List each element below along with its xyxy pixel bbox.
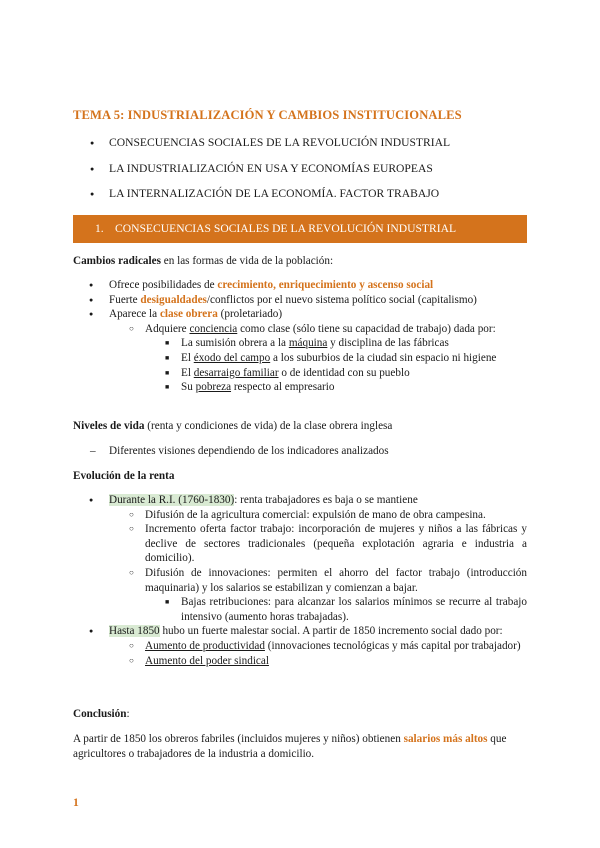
list-item: ○ Difusión de la agricultura comercial: expulsión de mano de obra campesina.: [73, 508, 527, 523]
toc-item: ● LA INDUSTRIALIZACIÓN EN USA Y ECONOMÍAS EUROPEAS: [90, 162, 450, 188]
conclusion-paragraph: A partir de 1850 los obreros fabriles (incluidos mujeres y niños) obtienen salarios más altos que agricultores o trabajadores de la industria a domicilio.: [73, 733, 507, 760]
list-item: ○ Adquiere conciencia como clase (sólo tiene su capacidad de trabajo) dada por:: [73, 322, 527, 337]
toc-item: ● LA INTERNALIZACIÓN DE LA ECONOMÍA. FACTOR TRABAJO: [90, 187, 450, 213]
section-header: [73, 215, 527, 243]
niveles-dash-item: – Diferentes visiones dependiendo de los indicadores analizados: [73, 444, 563, 459]
list-item: ○ Difusión de innovaciones: permiten el ahorro del factor trabajo (introducción maquinaria) y los salarios se estabilizan y comienzan a bajar.: [73, 566, 527, 595]
cambios-list: [73, 278, 527, 395]
evolucion-list: [73, 493, 527, 668]
section-title: CONSECUENCIAS SOCIALES DE LA REVOLUCIÓN INDUSTRIAL: [115, 222, 457, 235]
niveles-label: Niveles de vida: [73, 420, 145, 432]
list-item: ● Hasta 1850 hubo un fuerte malestar social. A partir de 1850 incremento social dado por:: [73, 624, 527, 639]
list-item: ■ La sumisión obrera a la máquina y disciplina de las fábricas: [73, 336, 527, 351]
list-item: ● Fuerte desigualdades/conflictos por el nuevo sistema político social (capitalismo): [73, 293, 527, 308]
list-item: ● Durante la R.I. (1760-1830): renta trabajadores es baja o se mantiene: [73, 493, 527, 508]
list-item: ■ El desarraigo familiar o de identidad con su pueblo: [73, 366, 527, 381]
table-of-contents: [90, 136, 450, 213]
page-number: 1: [73, 796, 79, 809]
list-item: ○ Aumento de productividad (innovaciones tecnológicas y más capital por trabajador): [73, 639, 527, 654]
list-item: ■ El éxodo del campo a los suburbios de la ciudad sin espacio ni higiene: [73, 351, 527, 366]
conclusion-heading: Conclusión:: [73, 708, 130, 720]
list-item: ■ Su pobreza respecto al empresario: [73, 380, 527, 395]
list-item: ○ Aumento del poder sindical: [73, 654, 527, 669]
cambios-text: en las formas de vida de la población:: [160, 255, 334, 267]
list-item: ● Ofrece posibilidades de crecimiento, enriquecimiento y ascenso social: [73, 278, 527, 293]
document-title: TEMA 5: INDUSTRIALIZACIÓN Y CAMBIOS INSTITUCIONALES: [73, 108, 462, 122]
evolucion-heading: Evolución de la renta: [73, 470, 175, 482]
list-item: ○ Incremento oferta factor trabajo: incorporación de mujeres y niños a las fábricas y declive de sectores tradicionales (pequeña explotación agraria e industria a domicilio).: [73, 522, 527, 566]
cambios-paragraph: [73, 254, 527, 269]
list-item: ● Aparece la clase obrera (proletariado): [73, 307, 527, 322]
toc-item: ● CONSECUENCIAS SOCIALES DE LA REVOLUCIÓN INDUSTRIAL: [90, 136, 450, 162]
niveles-paragraph: Niveles de vida (renta y condiciones de vida) de la clase obrera inglesa: [73, 420, 393, 432]
section-number: 1.: [95, 222, 104, 235]
cambios-label: Cambios radicales: [73, 255, 161, 267]
list-item: ■ Bajas retribuciones: para alcanzar los salarios mínimos se recurre al trabajo intensivo (aumento horas trabajadas).: [73, 595, 527, 624]
